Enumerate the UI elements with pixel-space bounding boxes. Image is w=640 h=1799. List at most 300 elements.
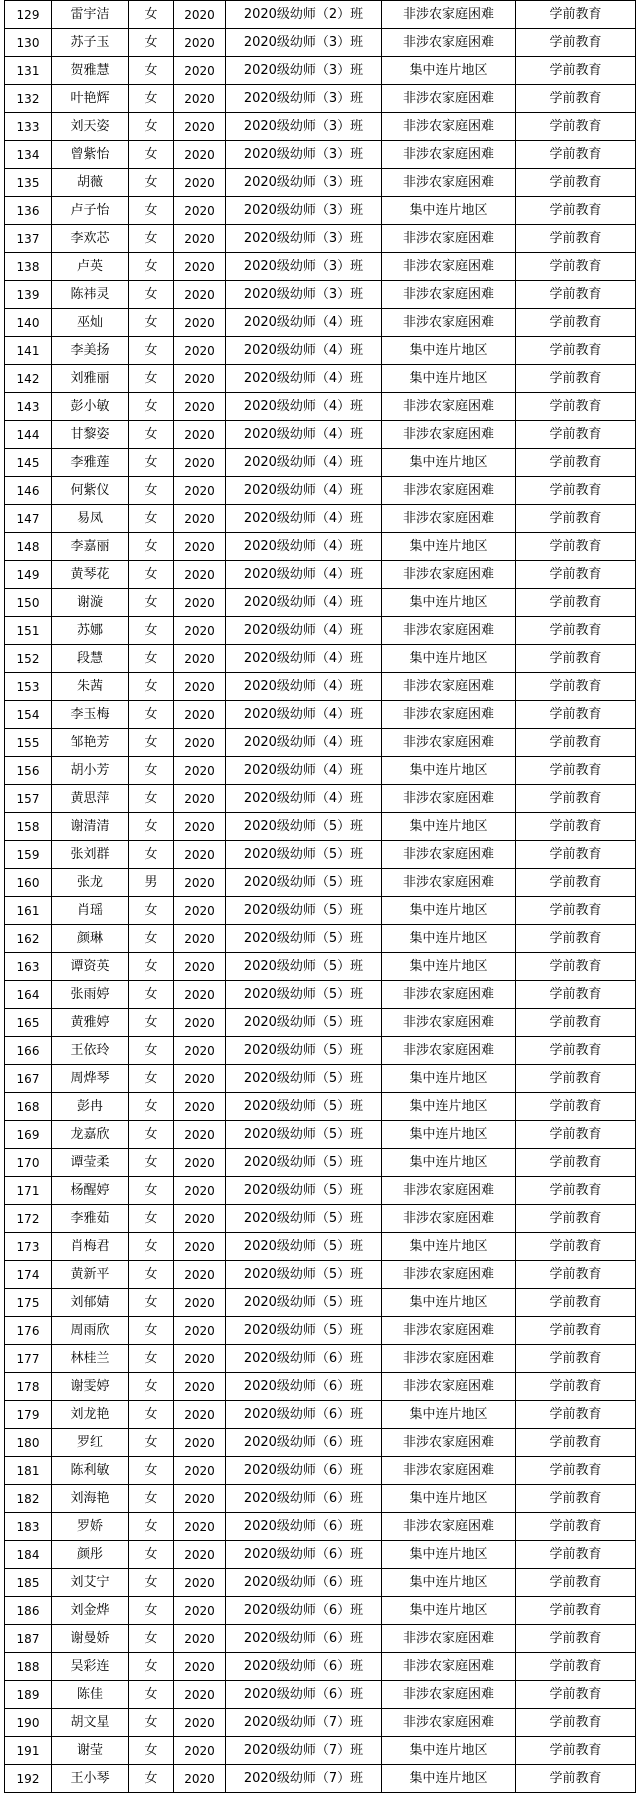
table-row — [5, 1485, 636, 1513]
aid-category-cell: 非涉农家庭困难 — [382, 169, 516, 197]
enrollment-year-cell: 2020 — [174, 1149, 226, 1177]
table-row — [5, 1317, 636, 1345]
student-name-cell: 刘天姿 — [52, 113, 129, 141]
enrollment-year-cell: 2020 — [174, 281, 226, 309]
major-cell: 学前教育 — [516, 1569, 636, 1597]
table-row — [5, 1541, 636, 1569]
enrollment-year-cell: 2020 — [174, 561, 226, 589]
row-number-cell: 181 — [5, 1457, 52, 1485]
aid-category-cell: 非涉农家庭困难 — [382, 841, 516, 869]
aid-category-cell: 集中连片地区 — [382, 1485, 516, 1513]
gender-cell: 女 — [129, 309, 174, 337]
aid-category-cell: 非涉农家庭困难 — [382, 1625, 516, 1653]
enrollment-year-cell: 2020 — [174, 869, 226, 897]
aid-category-cell: 非涉农家庭困难 — [382, 1709, 516, 1737]
student-name-cell: 卢子怡 — [52, 197, 129, 225]
gender-cell: 女 — [129, 113, 174, 141]
enrollment-year-cell: 2020 — [174, 1569, 226, 1597]
enrollment-year-cell: 2020 — [174, 85, 226, 113]
gender-cell: 女 — [129, 1485, 174, 1513]
gender-cell: 女 — [129, 421, 174, 449]
enrollment-year-cell: 2020 — [174, 1709, 226, 1737]
student-name-cell: 张刘群 — [52, 841, 129, 869]
enrollment-year-cell: 2020 — [174, 1541, 226, 1569]
aid-category-cell: 非涉农家庭困难 — [382, 1261, 516, 1289]
student-name-cell: 王小琴 — [52, 1765, 129, 1793]
class-cell: 2020级幼师（6）班 — [226, 1597, 382, 1625]
class-cell: 2020级幼师（5）班 — [226, 1261, 382, 1289]
aid-category-cell: 集中连片地区 — [382, 1093, 516, 1121]
aid-category-cell: 集中连片地区 — [382, 1233, 516, 1261]
gender-cell: 女 — [129, 225, 174, 253]
enrollment-year-cell: 2020 — [174, 1261, 226, 1289]
class-cell: 2020级幼师（5）班 — [226, 981, 382, 1009]
table-row — [5, 29, 636, 57]
enrollment-year-cell: 2020 — [174, 1625, 226, 1653]
row-number-cell: 176 — [5, 1317, 52, 1345]
table-row — [5, 645, 636, 673]
row-number-cell: 143 — [5, 393, 52, 421]
row-number-cell: 156 — [5, 757, 52, 785]
gender-cell: 女 — [129, 337, 174, 365]
row-number-cell: 150 — [5, 589, 52, 617]
class-cell: 2020级幼师（5）班 — [226, 1093, 382, 1121]
class-cell: 2020级幼师（6）班 — [226, 1513, 382, 1541]
gender-cell: 女 — [129, 1233, 174, 1261]
aid-category-cell: 非涉农家庭困难 — [382, 253, 516, 281]
class-cell: 2020级幼师（6）班 — [226, 1345, 382, 1373]
table-row — [5, 1065, 636, 1093]
student-name-cell: 何紫仪 — [52, 477, 129, 505]
row-number-cell: 166 — [5, 1037, 52, 1065]
aid-category-cell: 非涉农家庭困难 — [382, 309, 516, 337]
row-number-cell: 174 — [5, 1261, 52, 1289]
student-name-cell: 苏子玉 — [52, 29, 129, 57]
gender-cell: 女 — [129, 1429, 174, 1457]
gender-cell: 女 — [129, 841, 174, 869]
row-number-cell: 134 — [5, 141, 52, 169]
row-number-cell: 170 — [5, 1149, 52, 1177]
student-name-cell: 贺雅慧 — [52, 57, 129, 85]
table-row — [5, 729, 636, 757]
row-number-cell: 142 — [5, 365, 52, 393]
gender-cell: 女 — [129, 673, 174, 701]
class-cell: 2020级幼师（6）班 — [226, 1541, 382, 1569]
row-number-cell: 165 — [5, 1009, 52, 1037]
enrollment-year-cell: 2020 — [174, 449, 226, 477]
major-cell: 学前教育 — [516, 645, 636, 673]
gender-cell: 女 — [129, 561, 174, 589]
major-cell: 学前教育 — [516, 617, 636, 645]
gender-cell: 女 — [129, 393, 174, 421]
row-number-cell: 172 — [5, 1205, 52, 1233]
class-cell: 2020级幼师（3）班 — [226, 113, 382, 141]
student-name-cell: 肖梅君 — [52, 1233, 129, 1261]
class-cell: 2020级幼师（3）班 — [226, 197, 382, 225]
class-cell: 2020级幼师（6）班 — [226, 1653, 382, 1681]
gender-cell: 女 — [129, 505, 174, 533]
table-row — [5, 1765, 636, 1793]
table-row — [5, 1177, 636, 1205]
class-cell: 2020级幼师（6）班 — [226, 1485, 382, 1513]
table-row — [5, 673, 636, 701]
major-cell: 学前教育 — [516, 1653, 636, 1681]
table-row — [5, 701, 636, 729]
row-number-cell: 184 — [5, 1541, 52, 1569]
gender-cell: 女 — [129, 1037, 174, 1065]
class-cell: 2020级幼师（5）班 — [226, 925, 382, 953]
major-cell: 学前教育 — [516, 1765, 636, 1793]
row-number-cell: 173 — [5, 1233, 52, 1261]
major-cell: 学前教育 — [516, 393, 636, 421]
enrollment-year-cell: 2020 — [174, 1345, 226, 1373]
enrollment-year-cell: 2020 — [174, 57, 226, 85]
aid-category-cell: 非涉农家庭困难 — [382, 1, 516, 29]
aid-category-cell: 非涉农家庭困难 — [382, 1009, 516, 1037]
table-row — [5, 1457, 636, 1485]
aid-category-cell: 集中连片地区 — [382, 1065, 516, 1093]
major-cell: 学前教育 — [516, 1205, 636, 1233]
row-number-cell: 157 — [5, 785, 52, 813]
major-cell: 学前教育 — [516, 589, 636, 617]
table-row — [5, 449, 636, 477]
student-name-cell: 谢莹 — [52, 1737, 129, 1765]
table-row — [5, 1205, 636, 1233]
table-row — [5, 365, 636, 393]
class-cell: 2020级幼师（6）班 — [226, 1681, 382, 1709]
row-number-cell: 182 — [5, 1485, 52, 1513]
major-cell: 学前教育 — [516, 1737, 636, 1765]
enrollment-year-cell: 2020 — [174, 1093, 226, 1121]
aid-category-cell: 非涉农家庭困难 — [382, 673, 516, 701]
enrollment-year-cell: 2020 — [174, 701, 226, 729]
enrollment-year-cell: 2020 — [174, 1121, 226, 1149]
enrollment-year-cell: 2020 — [174, 365, 226, 393]
major-cell: 学前教育 — [516, 309, 636, 337]
table-row — [5, 953, 636, 981]
major-cell: 学前教育 — [516, 1177, 636, 1205]
class-cell: 2020级幼师（3）班 — [226, 281, 382, 309]
gender-cell: 女 — [129, 897, 174, 925]
student-name-cell: 胡薇 — [52, 169, 129, 197]
student-name-cell: 周雨欣 — [52, 1317, 129, 1345]
row-number-cell: 148 — [5, 533, 52, 561]
row-number-cell: 185 — [5, 1569, 52, 1597]
student-name-cell: 黄思萍 — [52, 785, 129, 813]
student-name-cell: 陈利敏 — [52, 1457, 129, 1485]
major-cell: 学前教育 — [516, 1, 636, 29]
row-number-cell: 179 — [5, 1401, 52, 1429]
student-name-cell: 吴彩连 — [52, 1653, 129, 1681]
aid-category-cell: 集中连片地区 — [382, 197, 516, 225]
class-cell: 2020级幼师（4）班 — [226, 449, 382, 477]
class-cell: 2020级幼师（3）班 — [226, 169, 382, 197]
class-cell: 2020级幼师（5）班 — [226, 1205, 382, 1233]
aid-category-cell: 非涉农家庭困难 — [382, 505, 516, 533]
gender-cell: 女 — [129, 141, 174, 169]
student-name-cell: 罗红 — [52, 1429, 129, 1457]
row-number-cell: 158 — [5, 813, 52, 841]
table-row — [5, 1037, 636, 1065]
row-number-cell: 168 — [5, 1093, 52, 1121]
major-cell: 学前教育 — [516, 981, 636, 1009]
aid-category-cell: 非涉农家庭困难 — [382, 477, 516, 505]
table-row — [5, 197, 636, 225]
table-row — [5, 757, 636, 785]
aid-category-cell: 集中连片地区 — [382, 533, 516, 561]
class-cell: 2020级幼师（4）班 — [226, 561, 382, 589]
row-number-cell: 149 — [5, 561, 52, 589]
major-cell: 学前教育 — [516, 869, 636, 897]
enrollment-year-cell: 2020 — [174, 617, 226, 645]
major-cell: 学前教育 — [516, 281, 636, 309]
student-name-cell: 曾紫怡 — [52, 141, 129, 169]
aid-category-cell: 集中连片地区 — [382, 1289, 516, 1317]
student-name-cell: 胡文星 — [52, 1709, 129, 1737]
row-number-cell: 129 — [5, 1, 52, 29]
major-cell: 学前教育 — [516, 1709, 636, 1737]
major-cell: 学前教育 — [516, 1597, 636, 1625]
major-cell: 学前教育 — [516, 897, 636, 925]
major-cell: 学前教育 — [516, 1121, 636, 1149]
enrollment-year-cell: 2020 — [174, 309, 226, 337]
enrollment-year-cell: 2020 — [174, 1289, 226, 1317]
student-name-cell: 彭冉 — [52, 1093, 129, 1121]
enrollment-year-cell: 2020 — [174, 729, 226, 757]
major-cell: 学前教育 — [516, 1373, 636, 1401]
enrollment-year-cell: 2020 — [174, 1765, 226, 1793]
aid-category-cell: 集中连片地区 — [382, 1149, 516, 1177]
aid-category-cell: 非涉农家庭困难 — [382, 85, 516, 113]
table-row — [5, 869, 636, 897]
table-row — [5, 1233, 636, 1261]
aid-category-cell: 集中连片地区 — [382, 813, 516, 841]
class-cell: 2020级幼师（6）班 — [226, 1457, 382, 1485]
enrollment-year-cell: 2020 — [174, 505, 226, 533]
aid-category-cell: 集中连片地区 — [382, 57, 516, 85]
major-cell: 学前教育 — [516, 1009, 636, 1037]
gender-cell: 女 — [129, 1261, 174, 1289]
major-cell: 学前教育 — [516, 57, 636, 85]
row-number-cell: 188 — [5, 1653, 52, 1681]
row-number-cell: 187 — [5, 1625, 52, 1653]
student-roster-table — [4, 0, 636, 1793]
student-name-cell: 刘龙艳 — [52, 1401, 129, 1429]
enrollment-year-cell: 2020 — [174, 1065, 226, 1093]
major-cell: 学前教育 — [516, 225, 636, 253]
student-name-cell: 陈佳 — [52, 1681, 129, 1709]
enrollment-year-cell: 2020 — [174, 533, 226, 561]
enrollment-year-cell: 2020 — [174, 645, 226, 673]
gender-cell: 女 — [129, 57, 174, 85]
major-cell: 学前教育 — [516, 141, 636, 169]
row-number-cell: 131 — [5, 57, 52, 85]
row-number-cell: 189 — [5, 1681, 52, 1709]
student-name-cell: 甘黎姿 — [52, 421, 129, 449]
table-row — [5, 1121, 636, 1149]
class-cell: 2020级幼师（5）班 — [226, 841, 382, 869]
class-cell: 2020级幼师（7）班 — [226, 1737, 382, 1765]
class-cell: 2020级幼师（4）班 — [226, 365, 382, 393]
enrollment-year-cell: 2020 — [174, 1485, 226, 1513]
class-cell: 2020级幼师（5）班 — [226, 953, 382, 981]
gender-cell: 女 — [129, 1149, 174, 1177]
aid-category-cell: 集中连片地区 — [382, 1597, 516, 1625]
gender-cell: 女 — [129, 1541, 174, 1569]
class-cell: 2020级幼师（3）班 — [226, 225, 382, 253]
student-name-cell: 陈祎灵 — [52, 281, 129, 309]
aid-category-cell: 非涉农家庭困难 — [382, 617, 516, 645]
enrollment-year-cell: 2020 — [174, 169, 226, 197]
row-number-cell: 132 — [5, 85, 52, 113]
class-cell: 2020级幼师（3）班 — [226, 141, 382, 169]
table-row — [5, 1737, 636, 1765]
row-number-cell: 137 — [5, 225, 52, 253]
row-number-cell: 169 — [5, 1121, 52, 1149]
student-name-cell: 谭莹柔 — [52, 1149, 129, 1177]
class-cell: 2020级幼师（5）班 — [226, 1149, 382, 1177]
class-cell: 2020级幼师（6）班 — [226, 1625, 382, 1653]
enrollment-year-cell: 2020 — [174, 1037, 226, 1065]
aid-category-cell: 集中连片地区 — [382, 1765, 516, 1793]
gender-cell: 女 — [129, 197, 174, 225]
enrollment-year-cell: 2020 — [174, 953, 226, 981]
student-name-cell: 李嘉丽 — [52, 533, 129, 561]
class-cell: 2020级幼师（5）班 — [226, 869, 382, 897]
student-name-cell: 黄新平 — [52, 1261, 129, 1289]
gender-cell: 女 — [129, 1177, 174, 1205]
row-number-cell: 130 — [5, 29, 52, 57]
major-cell: 学前教育 — [516, 785, 636, 813]
aid-category-cell: 非涉农家庭困难 — [382, 1037, 516, 1065]
enrollment-year-cell: 2020 — [174, 1009, 226, 1037]
student-name-cell: 刘海艳 — [52, 1485, 129, 1513]
table-row — [5, 85, 636, 113]
table-row — [5, 1513, 636, 1541]
table-row — [5, 141, 636, 169]
major-cell: 学前教育 — [516, 813, 636, 841]
table-row — [5, 1569, 636, 1597]
gender-cell: 女 — [129, 1289, 174, 1317]
row-number-cell: 180 — [5, 1429, 52, 1457]
aid-category-cell: 集中连片地区 — [382, 589, 516, 617]
row-number-cell: 144 — [5, 421, 52, 449]
major-cell: 学前教育 — [516, 561, 636, 589]
table-row — [5, 925, 636, 953]
row-number-cell: 136 — [5, 197, 52, 225]
class-cell: 2020级幼师（5）班 — [226, 1317, 382, 1345]
major-cell: 学前教育 — [516, 477, 636, 505]
student-name-cell: 黄雅婷 — [52, 1009, 129, 1037]
row-number-cell: 192 — [5, 1765, 52, 1793]
aid-category-cell: 非涉农家庭困难 — [382, 29, 516, 57]
student-name-cell: 龙嘉欣 — [52, 1121, 129, 1149]
major-cell: 学前教育 — [516, 421, 636, 449]
enrollment-year-cell: 2020 — [174, 1317, 226, 1345]
enrollment-year-cell: 2020 — [174, 421, 226, 449]
major-cell: 学前教育 — [516, 1401, 636, 1429]
table-row — [5, 1401, 636, 1429]
table-row — [5, 337, 636, 365]
gender-cell: 女 — [129, 729, 174, 757]
table-row — [5, 421, 636, 449]
gender-cell: 女 — [129, 1569, 174, 1597]
class-cell: 2020级幼师（4）班 — [226, 645, 382, 673]
major-cell: 学前教育 — [516, 1093, 636, 1121]
enrollment-year-cell: 2020 — [174, 477, 226, 505]
table-row — [5, 1289, 636, 1317]
gender-cell: 女 — [129, 1653, 174, 1681]
table-row — [5, 785, 636, 813]
major-cell: 学前教育 — [516, 253, 636, 281]
aid-category-cell: 非涉农家庭困难 — [382, 1317, 516, 1345]
enrollment-year-cell: 2020 — [174, 29, 226, 57]
gender-cell: 女 — [129, 953, 174, 981]
gender-cell: 女 — [129, 1345, 174, 1373]
row-number-cell: 159 — [5, 841, 52, 869]
class-cell: 2020级幼师（6）班 — [226, 1569, 382, 1597]
enrollment-year-cell: 2020 — [174, 253, 226, 281]
table-row — [5, 225, 636, 253]
table-row — [5, 1597, 636, 1625]
class-cell: 2020级幼师（3）班 — [226, 57, 382, 85]
row-number-cell: 167 — [5, 1065, 52, 1093]
enrollment-year-cell: 2020 — [174, 1429, 226, 1457]
aid-category-cell: 非涉农家庭困难 — [382, 1205, 516, 1233]
class-cell: 2020级幼师（5）班 — [226, 1065, 382, 1093]
aid-category-cell: 非涉农家庭困难 — [382, 225, 516, 253]
student-name-cell: 肖瑶 — [52, 897, 129, 925]
major-cell: 学前教育 — [516, 1513, 636, 1541]
gender-cell: 女 — [129, 1765, 174, 1793]
enrollment-year-cell: 2020 — [174, 225, 226, 253]
table-row — [5, 253, 636, 281]
enrollment-year-cell: 2020 — [174, 785, 226, 813]
student-name-cell: 黄琴花 — [52, 561, 129, 589]
gender-cell: 女 — [129, 29, 174, 57]
gender-cell: 女 — [129, 1373, 174, 1401]
gender-cell: 女 — [129, 589, 174, 617]
student-name-cell: 叶艳辉 — [52, 85, 129, 113]
row-number-cell: 140 — [5, 309, 52, 337]
table-row — [5, 617, 636, 645]
aid-category-cell: 非涉农家庭困难 — [382, 561, 516, 589]
student-name-cell: 刘金烨 — [52, 1597, 129, 1625]
class-cell: 2020级幼师（4）班 — [226, 617, 382, 645]
gender-cell: 女 — [129, 253, 174, 281]
class-cell: 2020级幼师（2）班 — [226, 1, 382, 29]
enrollment-year-cell: 2020 — [174, 1597, 226, 1625]
table-row — [5, 1149, 636, 1177]
student-name-cell: 李雅莲 — [52, 449, 129, 477]
table-row — [5, 1429, 636, 1457]
aid-category-cell: 非涉农家庭困难 — [382, 869, 516, 897]
major-cell: 学前教育 — [516, 1149, 636, 1177]
major-cell: 学前教育 — [516, 1261, 636, 1289]
aid-category-cell: 集中连片地区 — [382, 337, 516, 365]
gender-cell: 女 — [129, 1, 174, 29]
major-cell: 学前教育 — [516, 1345, 636, 1373]
class-cell: 2020级幼师（4）班 — [226, 785, 382, 813]
table-row — [5, 281, 636, 309]
enrollment-year-cell: 2020 — [174, 337, 226, 365]
enrollment-year-cell: 2020 — [174, 1401, 226, 1429]
major-cell: 学前教育 — [516, 1037, 636, 1065]
major-cell: 学前教育 — [516, 29, 636, 57]
row-number-cell: 171 — [5, 1177, 52, 1205]
major-cell: 学前教育 — [516, 1289, 636, 1317]
class-cell: 2020级幼师（4）班 — [226, 505, 382, 533]
